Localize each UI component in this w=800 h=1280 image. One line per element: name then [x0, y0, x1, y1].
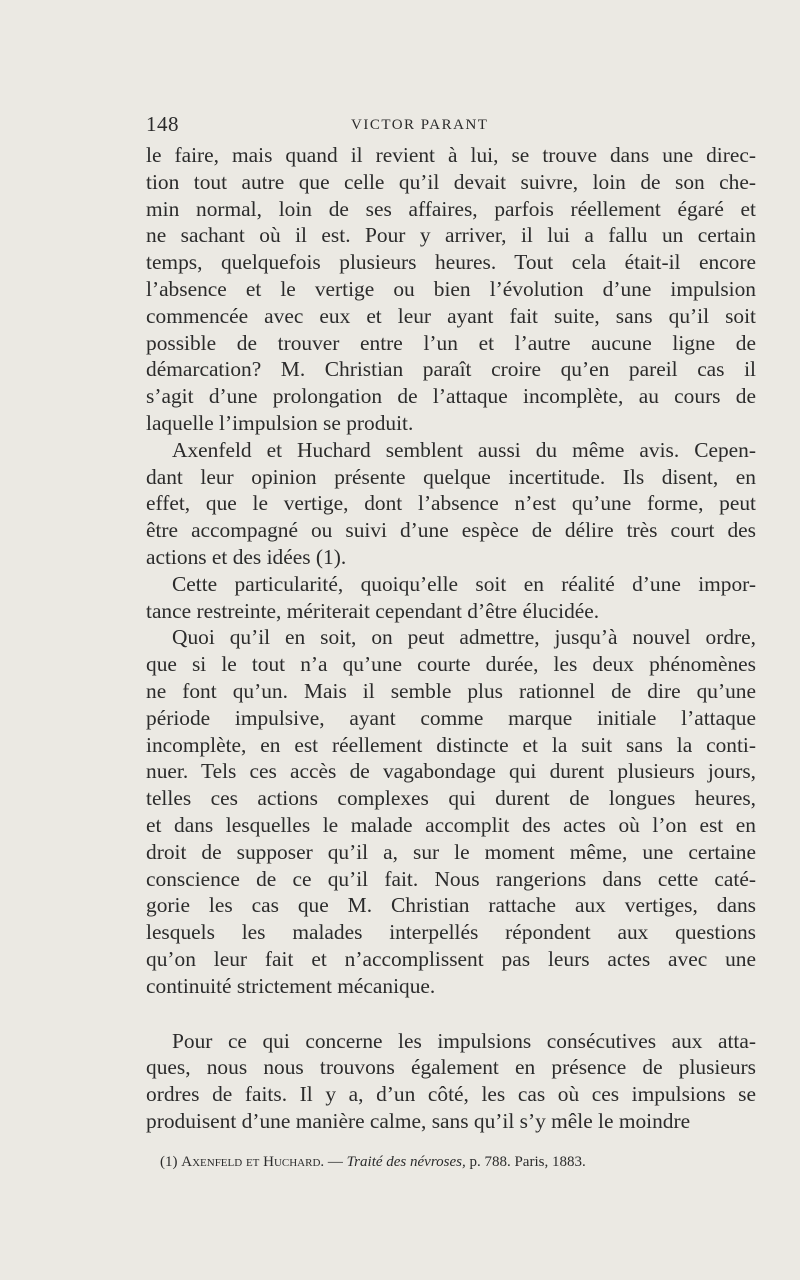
text-line: le faire, mais quand il revient à lui, se trouve dans une direc- [146, 143, 756, 167]
text-line: tance restreinte, mériterait cependant d’être élucidée. [146, 598, 600, 623]
text-line: démarcation? M. Christian paraît croire qu’en pareil cas il [146, 357, 756, 382]
text-line: tion tout autre que celle qu’il devait suivre, loin de son che- [146, 169, 756, 194]
text-line: Quoi qu’il en soit, on peut admettre, jusqu’à nouvel ordre, [172, 625, 756, 650]
text-line: lesquels les malades interpellés répondent aux questions [146, 920, 756, 945]
paragraph [146, 437, 756, 571]
text-line: temps, quelquefois plusieurs heures. Tout cela était-il encore [146, 250, 756, 275]
paragraph [146, 571, 756, 625]
text-line: possible de trouver entre l’un et l’autre aucune ligne de [146, 330, 756, 355]
text-line: produisent d’une manière calme, sans qu’il s’y mêle le moindre [146, 1108, 691, 1133]
page-header [146, 112, 756, 142]
text-line: l’absence et le vertige ou bien l’évolution d’une impulsion [146, 276, 756, 301]
footnote-dash: — [327, 1154, 343, 1170]
footnote-authors: Axenfeld et Huchard. [181, 1154, 325, 1170]
paragraph [146, 142, 756, 437]
paragraph [146, 624, 756, 999]
text-line: Pour ce qui concerne les impulsions consécutives aux atta- [172, 1028, 756, 1053]
page-number: 148 [146, 112, 179, 136]
footnote [160, 1154, 586, 1171]
body-text [146, 142, 756, 1135]
text-line: effet, que le vertige, dont l’absence n’est qu’une forme, peut [146, 491, 756, 516]
text-line: qu’on leur fait et n’accomplissent pas leurs actes avec une [146, 946, 756, 971]
running-head: VICTOR PARANT [351, 117, 489, 133]
footnote-rest: p. 788. Paris, 1883. [469, 1154, 586, 1170]
text-line: dant leur opinion présente quelque incertitude. Ils disent, en [146, 464, 756, 489]
text-line: Axenfeld et Huchard semblent aussi du même avis. Cepen- [172, 437, 756, 462]
text-line: actions et des idées (1). [146, 544, 347, 569]
text-line: et dans lesquelles le malade accomplit des actes où l’on est en [146, 812, 756, 837]
text-line: incomplète, en est réellement distincte et la suit sans la conti- [146, 732, 756, 757]
text-line: nuer. Tels ces accès de vagabondage qui durent plusieurs jours, [146, 759, 756, 784]
text-line: conscience de ce qu’il fait. Nous rangerions dans cette caté- [146, 866, 756, 891]
footnote-title: Traité des névroses, [346, 1154, 466, 1170]
text-line: continuité strictement mécanique. [146, 973, 436, 998]
text-line: commencée avec eux et leur ayant fait suite, sans qu’il soit [146, 303, 756, 328]
text-line: min normal, loin de ses affaires, parfois réellement égaré et [146, 196, 756, 221]
paragraph [146, 1028, 756, 1135]
paragraph-gap [146, 1000, 756, 1028]
text-line: période impulsive, ayant comme marque initiale l’attaque [146, 705, 756, 730]
text-line: ques, nous nous trouvons également en présence de plusieurs [146, 1055, 756, 1080]
text-line: que si le tout n’a qu’une courte durée, les deux phénomènes [146, 652, 756, 677]
text-line: ne sachant où il est. Pour y arriver, il lui a fallu un certain [146, 223, 756, 248]
text-line: ne font qu’un. Mais il semble plus rationnel de dire qu’une [146, 678, 756, 703]
text-line: s’agit d’une prolongation de l’attaque incomplète, au cours de [146, 384, 756, 409]
text-line: ordres de faits. Il y a, d’un côté, les cas où ces impulsions se [146, 1082, 756, 1107]
text-line: droit de supposer qu’il a, sur le moment même, une certaine [146, 839, 756, 864]
text-line: gorie les cas que M. Christian rattache aux vertiges, dans [146, 893, 756, 918]
text-line: telles ces actions complexes qui durent de longues heures, [146, 786, 756, 811]
text-line: être accompagné ou suivi d’une espèce de délire très court des [146, 518, 756, 543]
footnote-marker: (1) [160, 1154, 178, 1170]
text-line: Cette particularité, quoiqu’elle soit en réalité d’une impor- [172, 571, 756, 596]
text-line: laquelle l’impulsion se produit. [146, 410, 414, 435]
